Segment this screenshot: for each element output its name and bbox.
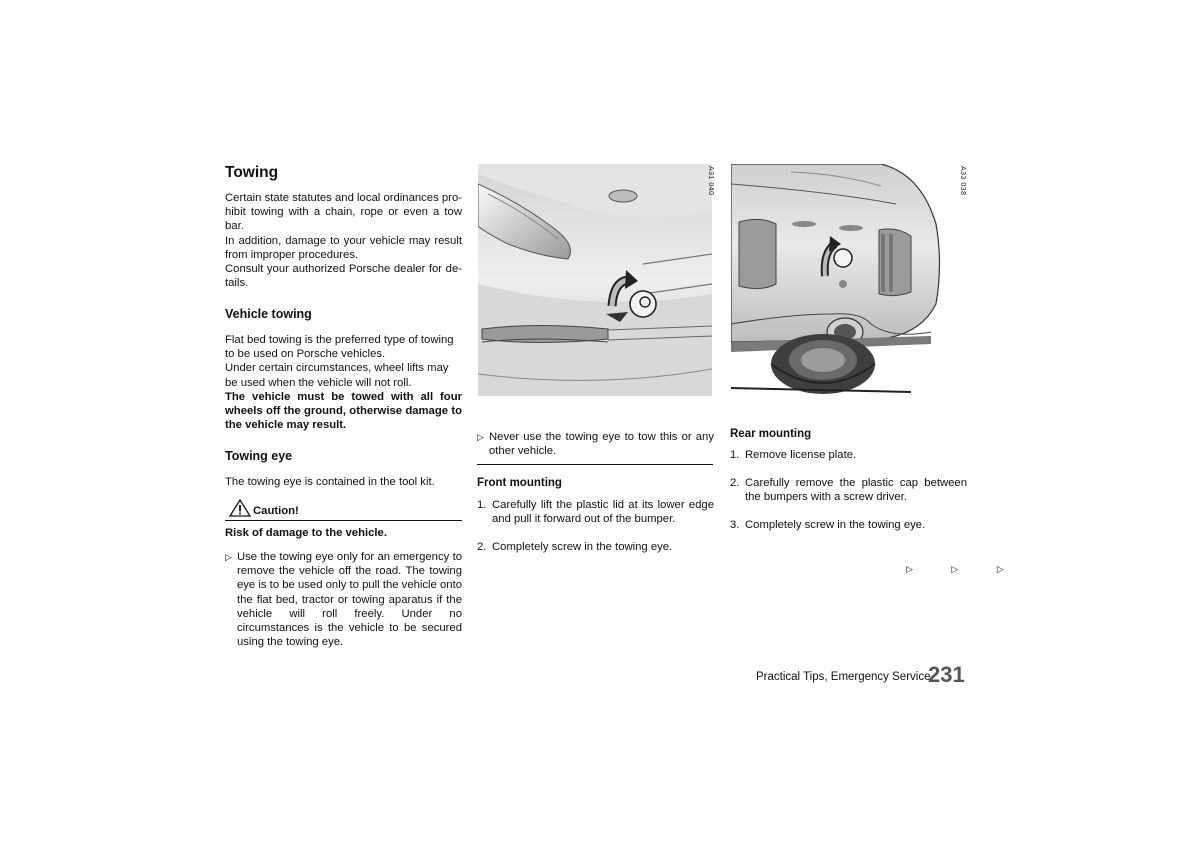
intro-text xyxy=(225,191,462,290)
vehicle-towing-paragraph: Under certain circumstances, wheel lifts may be used when the vehicle will not roll. xyxy=(225,362,449,389)
step-text: Carefully lift the plastic lid at its lower edge and pull it forward out of the bumper. xyxy=(492,499,714,526)
vehicle-towing-text xyxy=(225,333,462,432)
footer-section: Practical Tips, Emergency Service xyxy=(756,671,931,683)
triangle-bullet-icon: ▷ xyxy=(225,552,232,562)
step-text: Carefully remove the plastic cap between the bumpers with a screw driver. xyxy=(745,477,967,504)
rear-mounting-heading: Rear mounting xyxy=(730,428,812,440)
figure-code: A33 038 xyxy=(959,166,966,196)
warning-triangle-icon xyxy=(229,499,251,517)
vehicle-towing-heading: Vehicle towing xyxy=(225,307,312,321)
figure-code: A31 040 xyxy=(707,166,714,196)
step-text: Completely screw in the towing eye. xyxy=(745,519,926,531)
triangle-bullet-icon: ▷ xyxy=(477,432,484,442)
step-number: 3. xyxy=(730,519,740,531)
continue-arrows: ▷ ▷ ▷ xyxy=(906,564,1022,574)
page-number: 231 xyxy=(928,662,965,687)
front-mounting-heading: Front mounting xyxy=(477,477,562,489)
step-text: Completely screw in the towing eye. xyxy=(492,541,673,553)
page-title: Towing xyxy=(225,164,279,181)
caution-label: Caution! xyxy=(253,505,299,517)
intro-paragraph: Consult your authorized Porsche dealer for de-tails. xyxy=(225,263,462,290)
step-number: 2. xyxy=(730,477,740,489)
intro-paragraph: Certain state statutes and local ordinances pro-hibit towing with a chain, rope or even a tow bar. xyxy=(225,192,462,233)
towing-eye-heading: Towing eye xyxy=(225,449,293,463)
caution-divider xyxy=(225,520,462,521)
front-bumper-illustration xyxy=(478,164,712,396)
caution-header xyxy=(225,499,462,519)
never-tow-text: Never use the towing eye to tow this or any other vehicle. xyxy=(489,431,714,458)
rear-step xyxy=(730,448,967,462)
never-tow-bullet xyxy=(477,430,714,458)
rear-step xyxy=(730,476,967,504)
caution-bullet-text: Use the towing eye only for an emergency to remove the vehicle off the road. The towing eye is to be used only to pull the vehicle onto the flat bed, tractor or towing aparatus if the vehicle will roll freely. Under no circumstances is the vehicle to be secured using the towing eye. xyxy=(237,551,462,649)
front-bumper-figure xyxy=(478,164,712,396)
vehicle-towing-warning: The vehicle must be towed with all four wheels off the ground, otherwise damage to the vehicle may result. xyxy=(225,390,462,432)
step-text: Remove license plate. xyxy=(745,449,857,461)
front-step xyxy=(477,498,714,526)
step-number: 2. xyxy=(477,541,487,553)
intro-paragraph: In addition, damage to your vehicle may result from improper procedures. xyxy=(225,234,462,261)
rear-step xyxy=(730,518,967,532)
front-step xyxy=(477,540,714,554)
caution-bullet xyxy=(225,550,462,649)
rear-bumper-illustration xyxy=(731,164,941,396)
section-divider xyxy=(477,464,713,465)
risk-text: Risk of damage to the vehicle. xyxy=(225,527,387,539)
rear-bumper-figure xyxy=(731,164,941,396)
step-number: 1. xyxy=(477,499,487,511)
towing-eye-text: The towing eye is contained in the tool kit. xyxy=(225,476,435,488)
vehicle-towing-paragraph: Flat bed towing is the preferred type of towing to be used on Porsche vehicles. xyxy=(225,334,454,361)
step-number: 1. xyxy=(730,449,740,461)
